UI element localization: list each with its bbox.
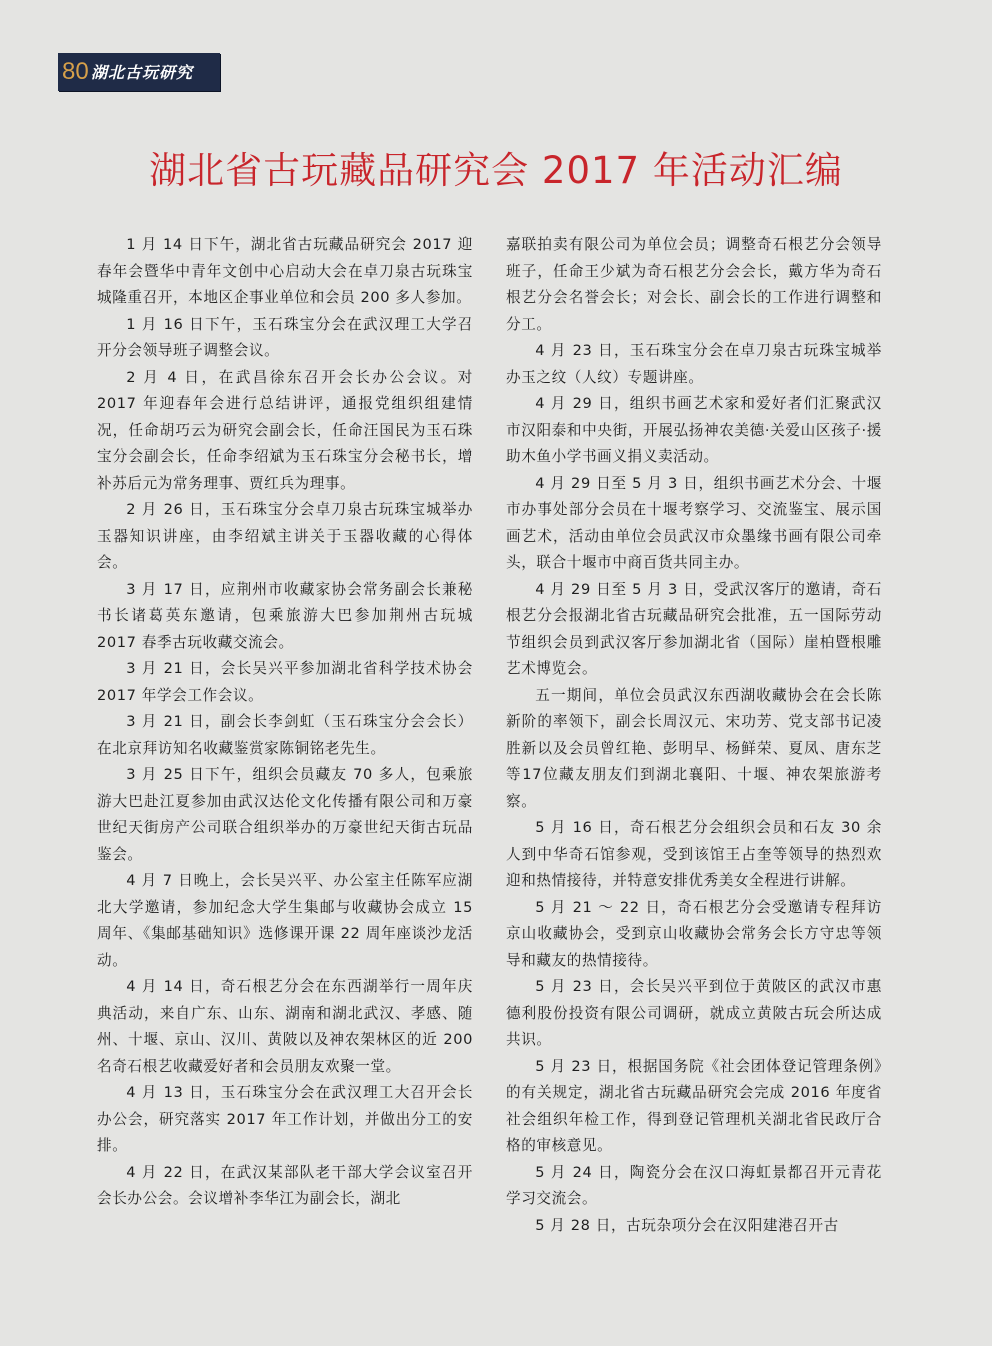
paragraph: 4 月 23 日，玉石珠宝分会在卓刀泉古玩珠宝城举办玉之纹（人纹）专题讲座。 [506, 342, 882, 386]
paragraph: 4 月 22 日，在武汉某部队老干部大学会议室召开会长办公会。会议增补李华江为副会长，湖北 [97, 1163, 473, 1207]
paragraph: 5 月 28 日，古玩杂项分会在汉阳建港召开古 [535, 1216, 839, 1234]
paragraph: 5 月 16 日，奇石根艺分会组织会员和石友 30 余人到中华奇石馆参观，受到该馆王占奎等领导的热烈欢迎和热情接待，并特意安排优秀美女全程进行讲解。 [506, 819, 882, 889]
paragraph: 4 月 29 日，组织书画艺术家和爱好者们汇聚武汉市汉阳泰和中央街，开展弘扬神农美德·关爱山区孩子·援助木鱼小学书画义捐义卖活动。 [506, 395, 882, 465]
paragraph: 5 月 23 日，会长吴兴平到位于黄陂区的武汉市惠德利股份投资有限公司调研，就成立黄陂古玩会所达成共识。 [506, 978, 882, 1048]
paragraph: 3 月 21 日，会长吴兴平参加湖北省科学技术协会 2017 年学会工作会议。 [97, 660, 473, 704]
left-column [97, 232, 473, 1213]
paragraph-continued: 嘉联拍卖有限公司为单位会员；调整奇石根艺分会领导班子，任命王少斌为奇石根艺分会会长，戴方华为奇石根艺分会名誉会长；对会长、副会长的工作进行调整和分工。 [506, 236, 882, 333]
page-number: 80 [62, 58, 89, 85]
paragraph: 4 月 14 日，奇石根艺分会在东西湖举行一周年庆典活动，来自广东、山东、湖南和湖北武汉、孝感、随州、十堰、京山、汉川、黄陂以及神农架林区的近 200 名奇石根艺收藏爱好者和会员朋友欢聚一堂。 [97, 978, 473, 1075]
paragraph: 4 月 29 日至 5 月 3 日，受武汉客厅的邀请，奇石根艺分会报湖北省古玩藏品研究会批准，五一国际劳动节组织会员到武汉客厅参加湖北省（国际）崖柏暨根雕艺术博览会。 [506, 580, 882, 677]
paragraph: 5 月 23 日，根据国务院《社会团体登记管理条例》的有关规定，湖北省古玩藏品研究会完成 2016 年度省社会组织年检工作，得到登记管理机关湖北省民政厅合格的审核意见。 [506, 1057, 882, 1154]
right-column [506, 232, 882, 1239]
article-title: 湖北省古玩藏品研究会 2017 年活动汇编 [149, 149, 843, 192]
paragraph: 3 月 21 日，副会长李剑虹（玉石珠宝分会会长）在北京拜访知名收藏鉴赏家陈铜铭老先生。 [97, 713, 473, 757]
paragraph: 3 月 17 日，应荆州市收藏家协会常务副会长兼秘书长诸葛英东邀请，包乘旅游大巴参加荆州古玩城 2017 春季古玩收藏交流会。 [97, 580, 473, 651]
paragraph: 1 月 16 日下午，玉石珠宝分会在武汉理工大学召开分会领导班子调整会议。 [97, 315, 473, 359]
paragraph: 五一期间，单位会员武汉东西湖收藏协会在会长陈新阶的率领下，副会长周汉元、宋功芳、党支部书记凌胜新以及会员曾红艳、彭明早、杨鲜荣、夏凤、唐东芝等17位藏友朋友们到湖北襄阳、十堰、神农架旅游考察。 [506, 686, 882, 810]
paragraph: 3 月 25 日下午，组织会员藏友 70 多人，包乘旅游大巴赴江夏参加由武汉达伦文化传播有限公司和万豪世纪天街房产公司联合组织举办的万豪世纪天街古玩品鉴会。 [97, 766, 473, 863]
paragraph: 5 月 24 日，陶瓷分会在汉口海虹景都召开元青花学习交流会。 [506, 1163, 882, 1207]
paragraph: 2 月 4 日，在武昌徐东召开会长办公会议。对 2017 年迎春年会进行总结讲评，通报党组织组建情况，任命胡巧云为研究会副会长，任命汪国民为玉石珠宝分会副会长，任命李绍斌为玉石珠宝分会秘书长，增补苏后元为常务理事、贾红兵为理事。 [97, 368, 473, 492]
paragraph: 5 月 21 ～ 22 日，奇石根艺分会受邀请专程拜访京山收藏协会，受到京山收藏协会常务会长方守忠等领导和藏友的热情接待。 [506, 898, 882, 969]
paragraph: 4 月 29 日至 5 月 3 日，组织书画艺术分会、十堰市办事处部分会员在十堰考察学习、交流鉴宝、展示国画艺术，活动由单位会员武汉市众墨缘书画有限公司牵头，联合十堰市中商百货共同主办。 [506, 474, 882, 571]
paragraph: 4 月 7 日晚上，会长吴兴平、办公室主任陈军应湖北大学邀请，参加纪念大学生集邮与收藏协会成立 15 周年、《集邮基础知识》选修课开课 22 周年座谈沙龙活动。 [97, 872, 473, 969]
magazine-name: 湖北古玩研究 [91, 63, 194, 82]
paragraph: 4 月 13 日，玉石珠宝分会在武汉理工大召开会长办公会，研究落实 2017 年工作计划，并做出分工的安排。 [97, 1084, 473, 1154]
page-header-tab [58, 53, 220, 91]
paragraph: 1 月 14 日下午，湖北省古玩藏品研究会 2017 迎春年会暨华中青年文创中心启动大会在卓刀泉古玩珠宝城隆重召开，本地区企事业单位和会员 200 多人参加。 [97, 236, 473, 306]
paragraph: 2 月 26 日，玉石珠宝分会卓刀泉古玩珠宝城举办玉器知识讲座，由李绍斌主讲关于玉器收藏的心得体会。 [97, 501, 473, 571]
